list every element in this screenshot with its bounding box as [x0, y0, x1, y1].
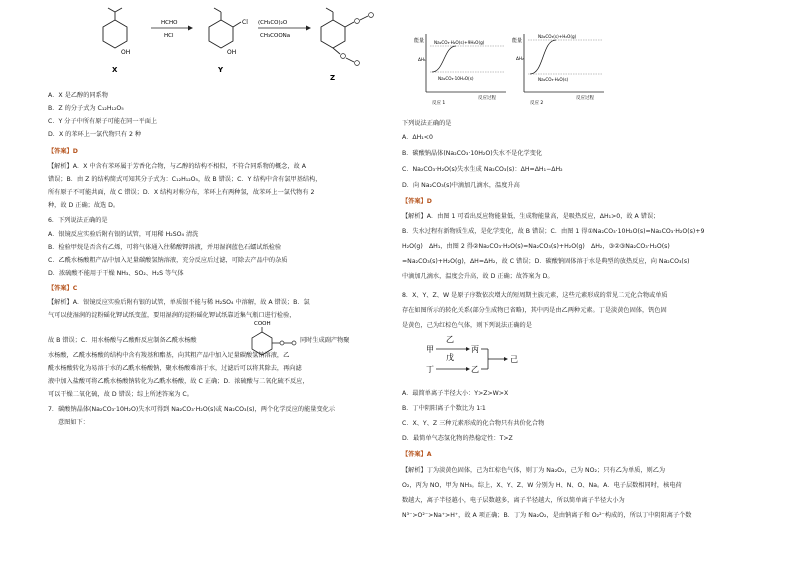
left-text-line: A．X 是乙醇的同系物: [48, 92, 108, 99]
right-text-line: A．ΔH₁<0: [402, 134, 433, 141]
structure-x: [103, 8, 130, 74]
diagram2-bottom: Na₂CO₃·H₂O(s): [538, 77, 569, 82]
left-text-line: 意图如下：: [58, 419, 89, 426]
left-text-line: D．浓硫酸不能用于干燥 NH₃、SO₂、H₂S 等气体: [48, 270, 184, 277]
left-text-line: 液中加入盐酸可将乙酰水杨酸钠转化为乙酰水杨酸，故 C 正确；D．浓硫酸与二氧化硫不反应，: [48, 378, 309, 385]
right-text-line: 【解析】丁为淡黄色固体，己为红棕色气体，则丁为 Na₂O₂，己为 NO₂；只有乙为单质，则乙为: [402, 467, 666, 474]
right-text-line: D．最简单气态氢化物的热稳定性：T>Z: [402, 435, 513, 442]
left-text-line: 同时生成副产物聚: [300, 337, 350, 344]
diagram2-dh: ΔH₂: [516, 56, 524, 61]
left-column: [48, 0, 390, 562]
y-oh-label: OH: [227, 49, 237, 56]
right-text-line: B．碳酸钠晶体(Na₂CO₃·10H₂O)失水不是化学变化: [402, 150, 543, 157]
reagent-hcho: HCHO: [161, 20, 178, 26]
right-text-line: 存在如图所示的转化关系(部分生成物已省略)，其中丙是由乙两种元素。丁是淡黄色固体，钒色固: [402, 307, 667, 314]
reagent-naoac: CH₃COONa: [260, 33, 291, 39]
flow-ding: 丁: [426, 365, 434, 374]
left-text-line: 【解析】A．X 中含有苯环属于芳香化合物，与乙醇的结构不相似，不符合同系物的概念，故 A: [48, 163, 306, 170]
left-text-line: 6．下列说法正确的是: [48, 217, 108, 224]
x-oh-label: OH: [121, 49, 131, 56]
right-text-line: N³⁻>O²⁻>Na⁺>H⁺，故 A 项正确；B．丁为 Na₂O₂，是由钠离子和 O₂²⁻构成的，所以丁中阴阳离子个数: [402, 512, 692, 519]
right-text-line: C．Na₂CO₃·H₂O(s)失水生成 Na₂CO₃(s)：ΔH=ΔH₁−ΔH₂: [402, 166, 563, 173]
label-z: Z: [330, 74, 336, 82]
reaction-scheme: [48, 0, 390, 82]
right-text-line: H₂O(g) ΔH₁，由图 2 得②Na₂CO₃·H₂O(s)=Na₂CO₃(s)+H₂O(g) ΔH₂，③②③Na₂CO₃·H₂O(s): [402, 243, 670, 250]
structure-y: [209, 8, 248, 74]
label-x: X: [112, 66, 118, 74]
right-text-line: 数越大，离子半径越小，电子层数越多，离子半径越大，所以简单离子半径大小为: [402, 497, 625, 504]
diagram1-xlabel: 反应过程: [478, 96, 496, 101]
right-text-line: B．失水过程有新物质生成，是化学变化，故 B 错误；C．由图 1 得①Na₂CO₃·10H₂O(s)=Na₂CO₃·H₂O(s)+9: [402, 228, 705, 235]
acetylsalicylic-structure: [238, 318, 298, 360]
diagram1-dh: ΔH₁: [418, 57, 426, 62]
left-text-line: 【答案】C: [48, 285, 78, 292]
structure-z: [321, 8, 373, 82]
left-text-line: 故 B 错误；C．用水杨酸与乙酸酐反应制备乙酰水杨酸: [48, 337, 197, 344]
left-text-line: 水杨酸，乙酰水杨酸的结构中含有羧基和酯基，向其粗产品中加入足量碳酸氢钠溶液，乙: [48, 352, 290, 359]
flow-jia: 甲: [426, 345, 434, 354]
diagram2-ylabel: 能量: [512, 38, 523, 44]
right-text-line: 是黄色，己为红棕色气体，则下列说法正确的是: [402, 322, 532, 329]
diagram2-xlabel: 反应过程: [576, 96, 594, 101]
left-text-line: 7．碳酸钠晶体(Na₂CO₃·10H₂O)失水可得到 Na₂CO₃·H₂O(s)或 Na₂CO₃(s)，两个化学反应的能量变化示: [48, 406, 336, 413]
diagram1-caption: 反应 1: [432, 101, 446, 105]
diagram1-top: Na₂CO₃·H₂O(s)+9H₂O(g): [434, 40, 485, 45]
left-text-line: 【答案】D: [48, 148, 78, 155]
left-text-line: 酰水杨酸转化为易溶于水的乙酰水杨酸钠，聚水杨酸难溶于水，过滤后可以将其除去，再向滤: [48, 365, 302, 372]
reagent-hcl: HCl: [164, 33, 174, 39]
left-text-line: B．Z 的分子式为 C₁₂H₁₂O₅: [48, 105, 124, 112]
left-text-line: 气可以使湿润的淀粉磘化钾试纸变蓝，要用湿润的淀粉磘化钾试纸靠近集气瓶口进行检验，: [48, 312, 296, 319]
reagent-anhydride: (CH₃CO)₂O: [258, 20, 288, 26]
right-text-line: D．向 Na₂CO₃(s)中滴加几滴水，温度升高: [402, 182, 520, 189]
right-text-line: 中滴加几滴水，温度会升高，故 D 正确；故答案为 D。: [402, 273, 554, 280]
left-text-line: 错误；B．由 Z 的结构简式可知其分子式为：C₁₂H₁₂O₅，故 B 错误；C．Y 结构中含有氯甲基结构，: [48, 176, 322, 183]
label-y: Y: [218, 66, 224, 74]
right-text-line: 【解析】A．由图 1 可看出反应物能量低，生成物能量高，是吸热反应，ΔH₁>0，故 A 错误；: [402, 213, 660, 220]
left-text-line: 可以干燥二氧化硫，故 D 错误；综上所述答案为 C。: [48, 391, 193, 398]
flow-bing: 丙: [471, 345, 479, 354]
energy-diagram-1: [414, 30, 509, 105]
diagram2-caption: 反应 2: [530, 101, 544, 105]
energy-diagram-2: [512, 30, 607, 105]
right-text-line: B．丁中阴阳离子个数比为 1∶1: [402, 405, 486, 412]
flow-ji: 己: [510, 355, 518, 364]
diagram1-ylabel: 能量: [414, 38, 425, 44]
left-text-line: 所有原子不可能共面，故 C 错误；D．X 结构对称分布，苯环上有两种氢，故苯环上一氯代物有 2: [48, 189, 315, 196]
left-text-line: C．Y 分子中所有原子可能在同一平面上: [48, 118, 158, 125]
flow-yi2: 乙: [471, 365, 479, 374]
right-text-line: 8．X、Y、Z、W 是原子序数依次增大的短周期主族元素，这些元素形成的常见二元化合物或单质: [402, 292, 668, 299]
right-column: [402, 0, 758, 562]
cooh-label: COOH: [254, 321, 271, 327]
left-text-line: A．银镜反应实验后附有银的试管，可用稀 H₂SO₄ 清洗: [48, 231, 199, 238]
flow-wu: 戊: [446, 353, 454, 362]
right-text-line: C．X、Y、Z 三种元素形成的化合物只有共价化合物: [402, 420, 545, 427]
y-cl-label: Cl: [242, 19, 248, 26]
right-text-line: 【答案】A: [402, 451, 432, 458]
flow-yi: 乙: [446, 335, 454, 344]
left-text-line: 种，故 D 正确；故选 D。: [48, 202, 120, 209]
diagram2-top: Na₂CO₃(s)+H₂O(g): [538, 34, 577, 39]
conversion-flow-diagram: [424, 334, 534, 376]
left-text-line: 【解析】A．银镜反应实验后附有银的试管，单质银不能与稀 H₂SO₄ 中溶解，故 A 错误；B．氯: [48, 299, 310, 306]
left-text-line: B．检验甲烷是否含有乙烯，可将气体通入往稀酸钾溶液，并用湿润蓝色石蠕试纸检验: [48, 244, 282, 251]
right-text-line: =Na₂CO₃(s)+H₂O(g)，ΔH=ΔH₂，故 C 错误；D．碳酸钠固体溶于水是典型的放热反应，向 Na₂CO₃(s): [402, 258, 690, 265]
left-text-line: D．X 的苯环上一氯代物只有 2 种: [48, 131, 142, 138]
right-text-line: O₂，丙为 NO，甲为 NH₃。综上，X、Y、Z、W 分别为 H、N、O、Na。A．电子层数相同时，核电荷: [402, 482, 682, 489]
right-text-line: A．最简单离子半径大小：Y>Z>W>X: [402, 390, 509, 397]
right-text-line: 下列说法正确的是: [402, 120, 452, 127]
left-text-line: C．乙酰水杨酸粗产品中加入足量碳酸氢钠溶液，充分反应后过滤，可除去产品中的杂质: [48, 257, 288, 264]
diagram1-bottom: Na₂CO₃·10H₂O(s): [438, 76, 474, 81]
right-text-line: 【答案】D: [402, 198, 432, 205]
